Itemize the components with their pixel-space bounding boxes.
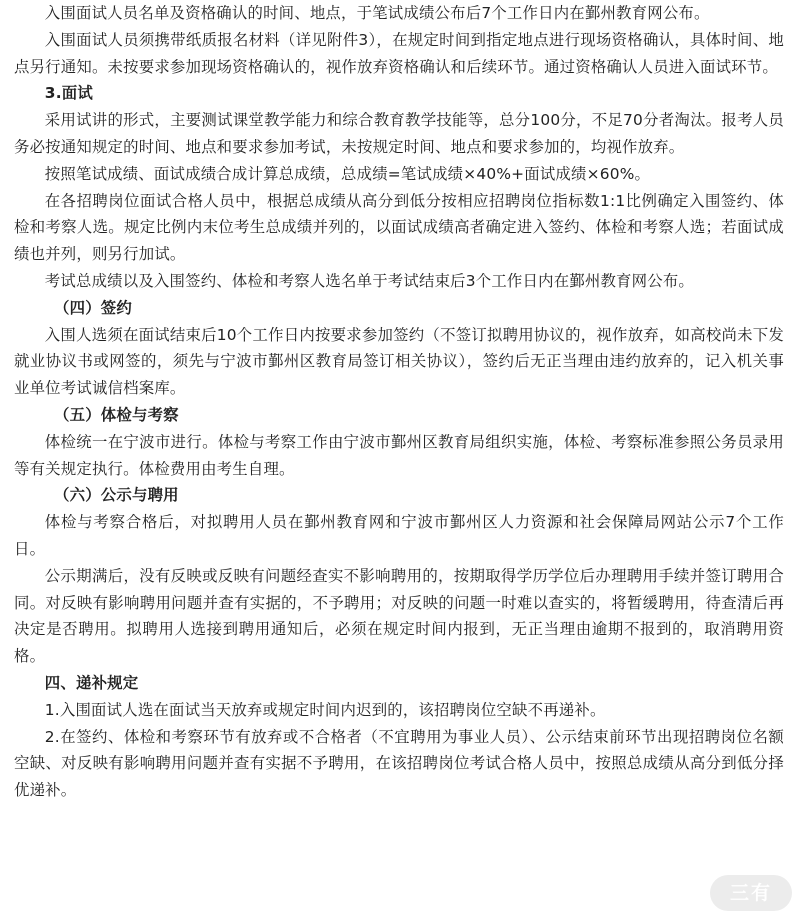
paragraph-candidate-selection: 在各招聘岗位面试合格人员中，根据总成绩从高分到低分按相应招聘岗位指标数1:1比例确定入围签约、体检和考察人选。规定比例内末位考生总成绩并列的，以面试成绩高者确定进入签约、体检和考察人选；若面试成绩也并列，则另行加试。: [14, 191, 784, 264]
heading-interview: 3.面试: [44, 84, 93, 103]
paragraph-qualification-confirmation: 入围面试人员须携带纸质报名材料（详见附件3），在规定时间到指定地点进行现场资格确认，具体时间、地点另行通知。未按要求参加现场资格确认的，视作放弃资格确认和后续环节。通过资格确认人员进入面试环节。: [14, 30, 784, 76]
paragraph-interview-list-notice: 入围面试人员名单及资格确认的时间、地点，于笔试成绩公布后7个工作日内在鄞州教育网公布。: [44, 4, 710, 22]
watermark-logo: 三有: [710, 875, 792, 911]
paragraph-interview-format: 采用试讲的形式，主要测试课堂教学能力和综合教育教学技能等，总分100分，不足70分者淘汰。报考人员务必按通知规定的时间、地点和要求参加考试，未按规定时间、地点和要求参加的，均视作放弃。: [14, 111, 784, 156]
paragraph-employment: 公示期满后，没有反映或反映有问题经查实不影响聘用的，按期取得学历学位后办理聘用手续并签订聘用合同。对反映有影响聘用问题并查有实据的，不予聘用；对反映的问题一时难以查实的，将暂缓聘用，待查清后再决定是否聘用。拟聘用人选接到聘用通知后，必须在规定时间内报到，无正当理由逾期不报到的，取消聘用资格。: [14, 566, 784, 666]
paragraph-results-publication: 考试总成绩以及入围签约、体检和考察人选名单于考试结束后3个工作日内在鄞州教育网公布。: [44, 271, 695, 290]
paragraph-score-formula: 按照笔试成绩、面试成绩合成计算总成绩，总成绩=笔试成绩×40%+面试成绩×60%。: [44, 164, 651, 183]
heading-replacement-rules: 四、递补规定: [44, 673, 139, 692]
paragraph-replacement-rule-1: 1.入围面试人选在面试当天放弃或规定时间内迟到的，该招聘岗位空缺不再递补。: [44, 700, 606, 719]
paragraph-medical-and-inspection: 体检统一在宁波市进行。体检与考察工作由宁波市鄞州区教育局组织实施，体检、考察标准参照公务员录用等有关规定执行。体检费用由考生自理。: [14, 432, 784, 478]
paragraph-publicity: 体检与考察合格后，对拟聘用人员在鄞州教育网和宁波市鄞州区人力资源和社会保障局网站公示7个工作日。: [14, 513, 784, 558]
heading-publicity-and-employment: （六）公示与聘用: [54, 486, 179, 505]
paragraph-replacement-rule-2: 2.在签约、体检和考察环节有放弃或不合格者（不宜聘用为事业人员）、公示结束前环节出现招聘岗位名额空缺、对反映有影响聘用问题并查有实据不予聘用，在该招聘岗位考试合格人员中，按照总成绩从高分到低分择优递补。: [14, 727, 784, 800]
paragraph-signing: 入围人选须在面试结束后10个工作日内按要求参加签约（不签订拟聘用协议的，视作放弃，如高校尚未下发就业协议书或网签的，须先与宁波市鄞州区教育局签订相关协议），签约后无正当理由违约放弃的，记入机关事业单位考试诚信档案库。: [14, 325, 784, 398]
heading-signing: （四）签约: [54, 298, 132, 317]
heading-medical-and-inspection: （五）体检与考察: [54, 405, 179, 424]
document-body: [14, 0, 784, 804]
